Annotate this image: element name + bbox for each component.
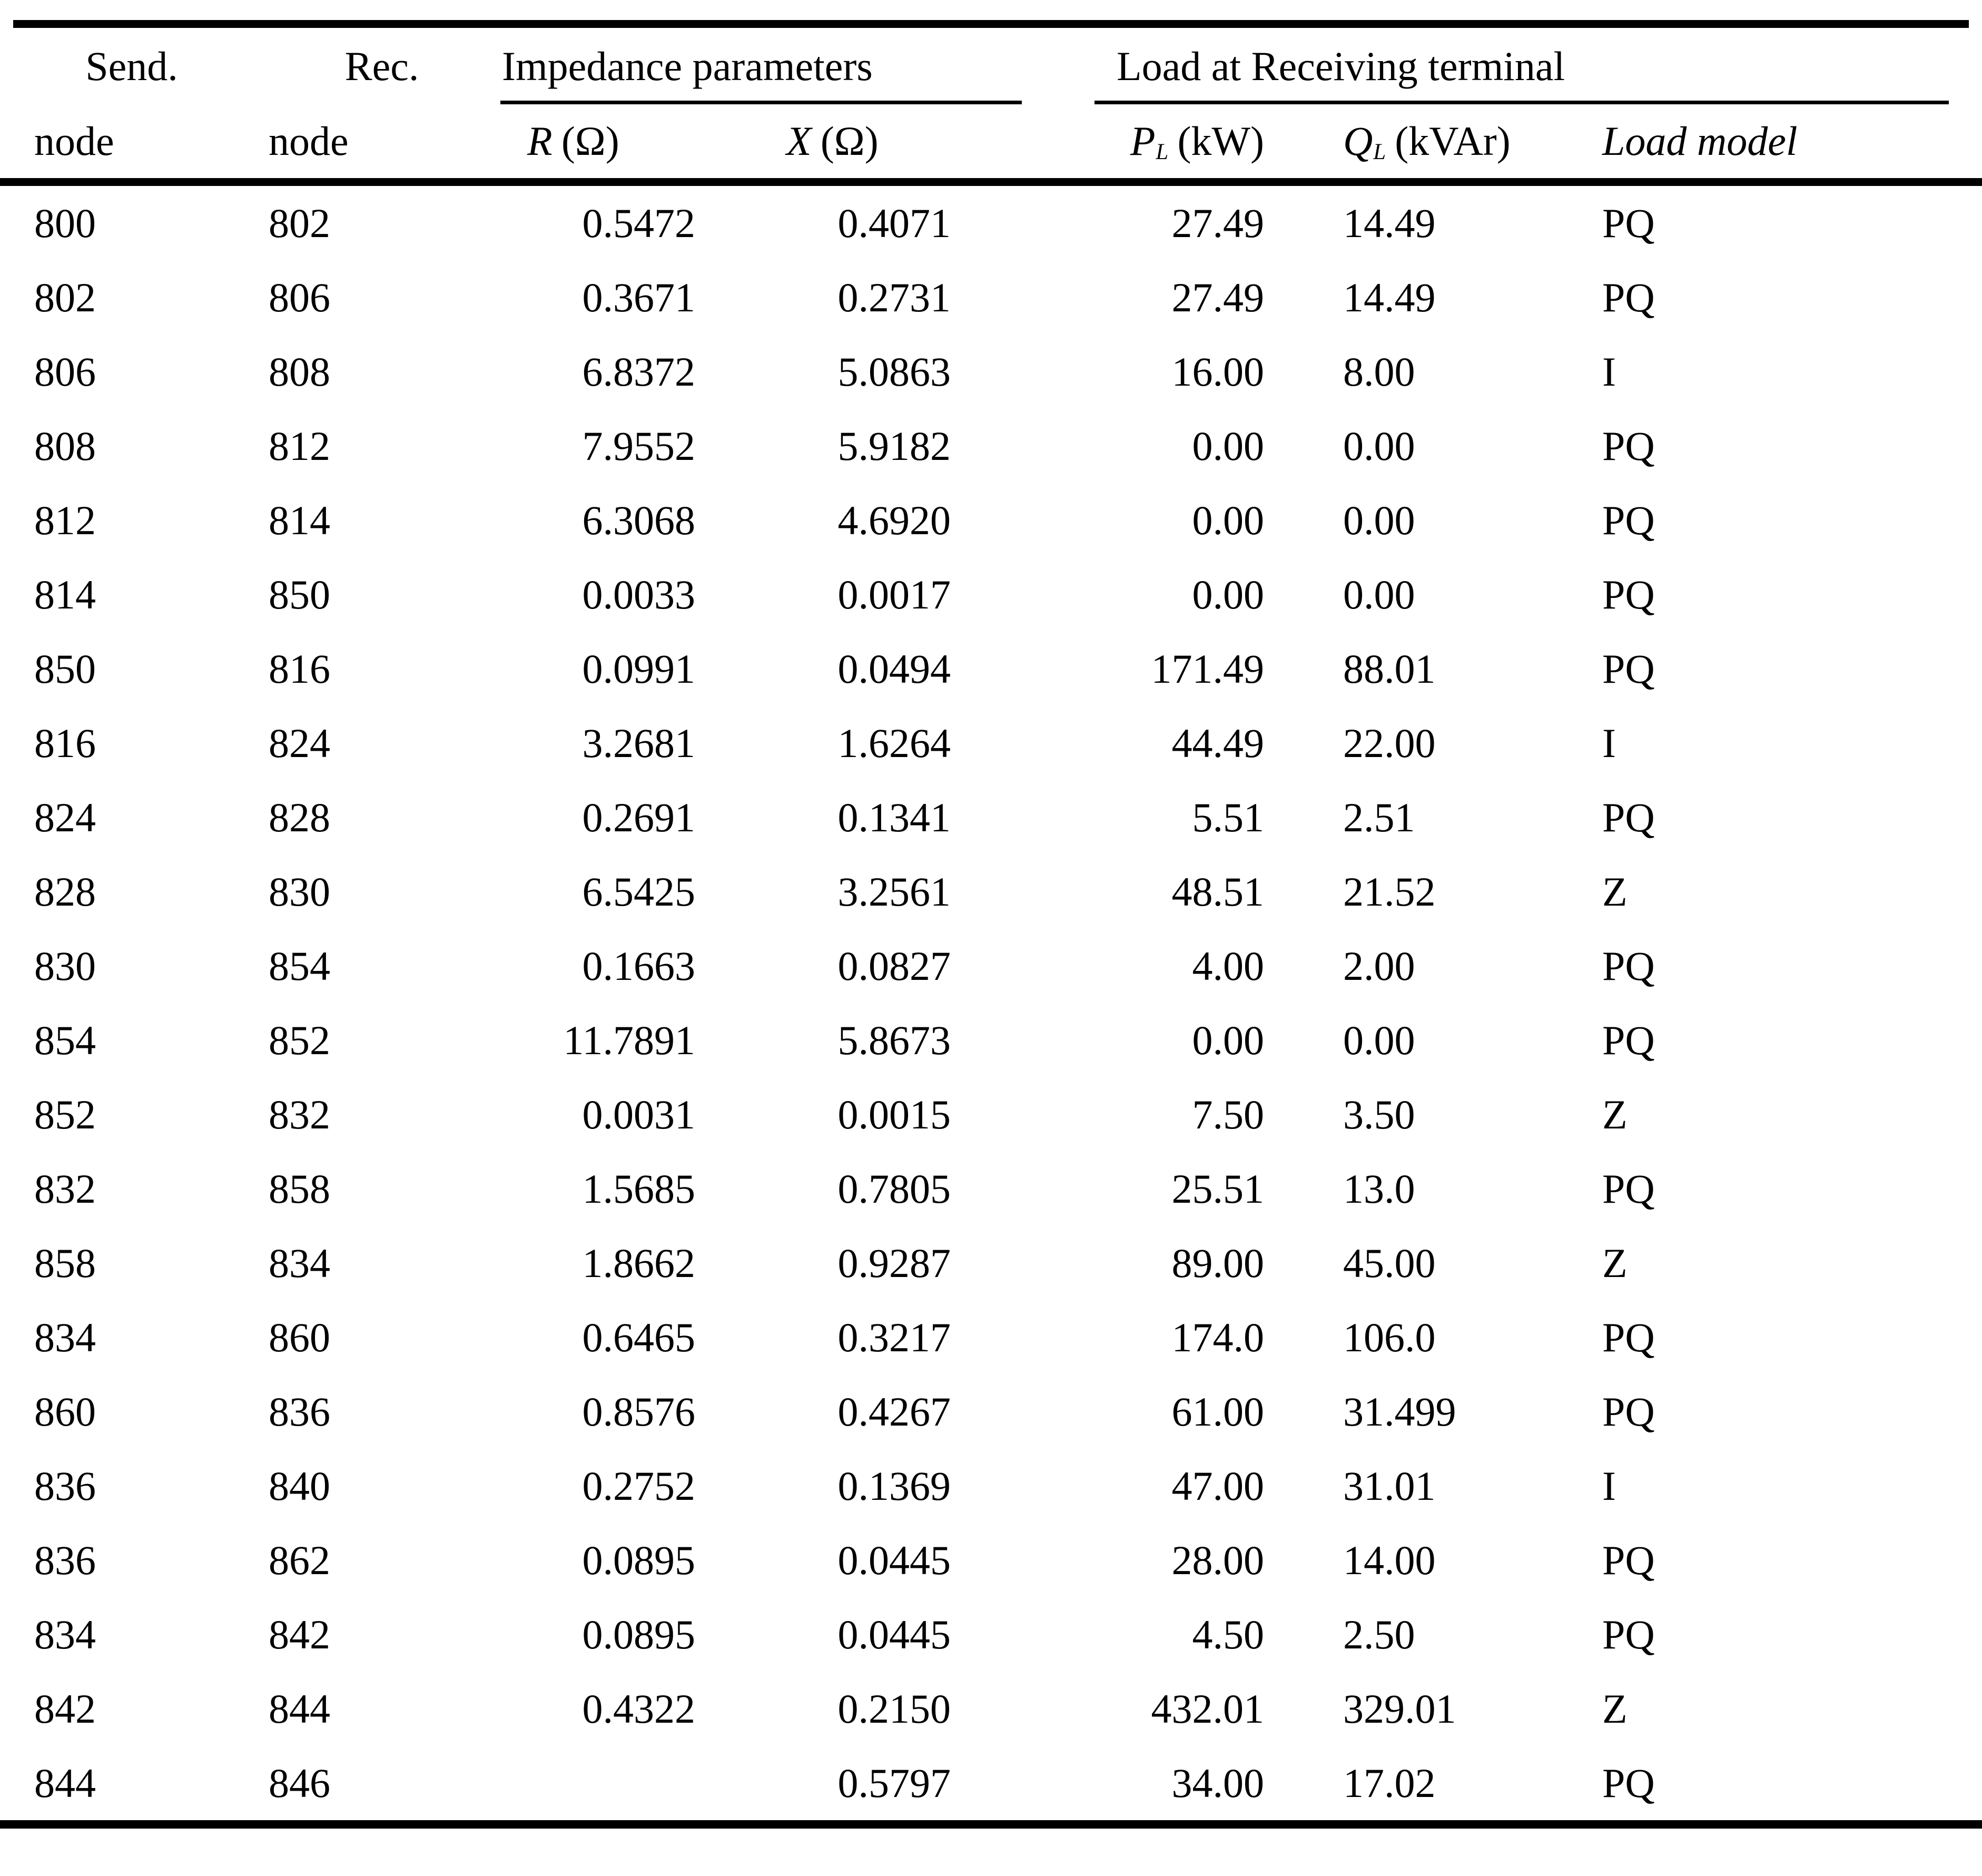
cell-load-model: PQ	[1602, 1537, 1655, 1583]
cell-resistance: 0.4322	[582, 1685, 695, 1732]
r-symbol: R	[527, 118, 553, 164]
cell-reactive-power: 0.00	[1343, 1017, 1415, 1063]
cell-send-node: 830	[34, 942, 96, 989]
cell-rec-node: 852	[269, 1017, 330, 1063]
cell-reactive-power: 88.01	[1343, 645, 1436, 692]
cell-load-model: I	[1602, 348, 1616, 395]
cell-reactive-power: 0.00	[1343, 571, 1415, 617]
cell-reactive-power: 14.49	[1343, 274, 1436, 320]
header-column-row	[0, 104, 1982, 182]
cell-send-node: 834	[34, 1611, 96, 1657]
table-top-rule	[13, 20, 1969, 28]
cell-resistance: 0.8576	[582, 1388, 695, 1435]
cell-resistance: 6.3068	[582, 497, 695, 543]
q-subscript: L	[1373, 139, 1386, 164]
table-row	[0, 1077, 1982, 1152]
cell-reactive-power: 45.00	[1343, 1240, 1436, 1286]
cell-resistance: 0.0895	[582, 1537, 695, 1583]
cell-load-model: PQ	[1602, 571, 1655, 617]
cell-reactive-power: 31.01	[1343, 1462, 1436, 1509]
cell-reactance: 5.8673	[837, 1017, 951, 1063]
cell-active-power: 4.50	[1192, 1611, 1265, 1657]
p-symbol: P	[1130, 118, 1156, 164]
cell-rec-node: 828	[269, 794, 330, 840]
cell-send-node: 844	[0, 1746, 263, 1824]
cell-rec-node: 830	[269, 868, 330, 915]
x-unit: (Ω)	[820, 118, 879, 164]
cell-send-node: 808	[34, 423, 96, 469]
table-row	[0, 1300, 1982, 1374]
cell-load-model: Z	[1602, 868, 1628, 915]
cell-active-power: 61.00	[1171, 1388, 1265, 1435]
cell-load-model: PQ	[1602, 942, 1655, 989]
cell-reactance: 0.3217	[837, 1314, 951, 1360]
table-row	[0, 483, 1982, 557]
cell-active-power: 27.49	[1171, 200, 1265, 246]
cell-active-power: 44.49	[1171, 720, 1265, 766]
cell-load-model: PQ	[1602, 1165, 1655, 1212]
cell-resistance: 0.5472	[582, 200, 695, 246]
table-row	[0, 1449, 1982, 1523]
cell-active-power: 27.49	[1171, 274, 1265, 320]
table-row	[0, 409, 1982, 483]
cell-resistance: 0.6465	[582, 1314, 695, 1360]
cell-rec-node: 846	[263, 1746, 500, 1824]
load-model-label: Load model	[1602, 118, 1798, 164]
header-active-power	[1080, 104, 1306, 182]
cell-reactive-power: 31.499	[1343, 1388, 1456, 1435]
cell-rec-node: 834	[269, 1240, 330, 1286]
cell-send-node: 814	[34, 571, 96, 617]
cell-active-power: 4.00	[1192, 942, 1265, 989]
cell-reactance: 0.0445	[837, 1611, 951, 1657]
cell-rec-node: 836	[269, 1388, 330, 1435]
cell-send-node: 836	[34, 1462, 96, 1509]
cell-active-power: 48.51	[1171, 868, 1265, 915]
cell-rec-node: 844	[269, 1685, 330, 1732]
cell-send-node: 824	[34, 794, 96, 840]
rec-node-label: node	[269, 118, 349, 164]
cell-send-node: 832	[34, 1165, 96, 1212]
cell-resistance: 1.8662	[582, 1240, 695, 1286]
cell-resistance: 11.7891	[563, 1017, 695, 1063]
cell-active-power: 171.49	[1151, 645, 1265, 692]
cell-send-node: 842	[34, 1685, 96, 1732]
cell-load-model: PQ	[1602, 497, 1655, 543]
cell-send-node: 852	[34, 1091, 96, 1137]
cell-reactance: 0.5797	[764, 1746, 1080, 1824]
table-row	[0, 854, 1982, 929]
cell-send-node: 800	[34, 200, 96, 246]
cell-reactance: 0.0017	[837, 571, 951, 617]
table-row	[0, 335, 1982, 409]
impedance-parameters-label: Impedance parameters	[502, 43, 873, 90]
cell-resistance: 7.9552	[582, 423, 695, 469]
cell-reactive-power: 14.00	[1343, 1537, 1436, 1583]
cell-active-power: 28.00	[1171, 1537, 1265, 1583]
cell-rec-node: 862	[269, 1537, 330, 1583]
table-row	[0, 557, 1982, 632]
table-row	[0, 780, 1982, 854]
cell-active-power: 0.00	[1192, 1017, 1265, 1063]
header-group-impedance	[500, 28, 1080, 104]
cell-reactive-power: 0.00	[1343, 423, 1415, 469]
p-unit: (kW)	[1177, 118, 1265, 164]
cell-reactance: 0.0827	[837, 942, 951, 989]
cell-load-model: PQ	[1602, 1314, 1655, 1360]
cell-reactance: 0.2731	[837, 274, 951, 320]
cell-reactive-power: 2.50	[1343, 1611, 1415, 1657]
table-row	[0, 1746, 1982, 1824]
cell-reactance: 0.2150	[837, 1685, 951, 1732]
cell-resistance: 0.1663	[582, 942, 695, 989]
cell-reactive-power: 22.00	[1343, 720, 1436, 766]
cell-resistance: 0.2752	[582, 1462, 695, 1509]
cell-resistance	[500, 1746, 764, 1824]
table-row	[0, 1374, 1982, 1449]
cell-reactance: 0.4267	[837, 1388, 951, 1435]
cell-load-model: PQ	[1602, 200, 1655, 246]
cell-reactive-power: 106.0	[1343, 1314, 1436, 1360]
cell-rec-node: 850	[269, 571, 330, 617]
load-at-receiving-terminal-label: Load at Receiving terminal	[1117, 43, 1565, 90]
cell-active-power: 0.00	[1192, 497, 1265, 543]
cell-load-model: I	[1602, 1462, 1616, 1509]
cell-send-node: 806	[34, 348, 96, 395]
header-send	[0, 28, 263, 104]
table-row	[0, 1003, 1982, 1077]
table-row	[0, 182, 1982, 261]
cell-rec-node: 802	[269, 200, 330, 246]
cell-resistance: 0.2691	[582, 794, 695, 840]
header-resistance	[500, 104, 764, 182]
header-rec	[263, 28, 500, 104]
cell-reactance: 0.1369	[837, 1462, 951, 1509]
cell-reactance: 1.6264	[837, 720, 951, 766]
p-subscript: L	[1156, 139, 1169, 164]
cell-active-power: 5.51	[1192, 794, 1265, 840]
cell-reactive-power: 8.00	[1343, 348, 1415, 395]
cell-load-model: PQ	[1602, 1611, 1655, 1657]
cell-rec-node: 806	[269, 274, 330, 320]
cell-load-model: Z	[1602, 1091, 1628, 1137]
cell-send-node: 812	[34, 497, 96, 543]
table-header	[0, 28, 1982, 182]
cell-resistance: 0.0031	[582, 1091, 695, 1137]
table-row	[0, 706, 1982, 780]
cell-load-model: PQ	[1602, 645, 1655, 692]
cell-active-power: 25.51	[1171, 1165, 1265, 1212]
cell-send-node: 802	[34, 274, 96, 320]
cell-active-power: 0.00	[1192, 423, 1265, 469]
cell-rec-node: 860	[269, 1314, 330, 1360]
cell-reactive-power: 2.51	[1343, 794, 1415, 840]
cell-send-node: 828	[34, 868, 96, 915]
rec-label: Rec.	[344, 43, 419, 90]
cell-rec-node: 824	[269, 720, 330, 766]
header-group-load	[1080, 28, 1982, 104]
q-symbol: Q	[1343, 118, 1373, 164]
cell-reactance: 3.2561	[837, 868, 951, 915]
line-data-table	[0, 28, 1982, 1829]
cell-resistance: 1.5685	[582, 1165, 695, 1212]
cell-rec-node: 808	[269, 348, 330, 395]
cell-reactive-power: 3.50	[1343, 1091, 1415, 1137]
cell-reactance: 0.0015	[837, 1091, 951, 1137]
cell-active-power: 16.00	[1171, 348, 1265, 395]
table-row	[0, 1523, 1982, 1597]
paper-table-page	[0, 20, 1982, 1829]
cell-active-power: 89.00	[1171, 1240, 1265, 1286]
table-row	[0, 929, 1982, 1003]
cell-rec-node: 858	[269, 1165, 330, 1212]
cell-active-power: 47.00	[1171, 1462, 1265, 1509]
cell-active-power: 174.0	[1171, 1314, 1265, 1360]
header-group-row	[0, 28, 1982, 104]
impedance-group-underline	[500, 44, 1022, 104]
send-label: Send.	[85, 43, 178, 90]
cell-resistance: 0.3671	[582, 274, 695, 320]
cell-active-power: 432.01	[1151, 1685, 1265, 1732]
cell-send-node: 816	[34, 720, 96, 766]
cell-send-node: 836	[34, 1537, 96, 1583]
cell-rec-node: 854	[269, 942, 330, 989]
cell-send-node: 860	[34, 1388, 96, 1435]
cell-reactance: 0.1341	[837, 794, 951, 840]
header-reactive-power	[1306, 104, 1601, 182]
table-row	[0, 1226, 1982, 1300]
table-row	[0, 632, 1982, 706]
cell-rec-node: 814	[269, 497, 330, 543]
cell-reactance: 5.0863	[837, 348, 951, 395]
cell-rec-node: 812	[269, 423, 330, 469]
cell-rec-node: 832	[269, 1091, 330, 1137]
cell-rec-node: 842	[269, 1611, 330, 1657]
cell-resistance: 0.0895	[582, 1611, 695, 1657]
r-unit: (Ω)	[561, 118, 619, 164]
cell-load-model: PQ	[1601, 1746, 1982, 1824]
cell-reactive-power: 17.02	[1306, 1746, 1601, 1824]
cell-send-node: 834	[34, 1314, 96, 1360]
cell-resistance: 6.8372	[582, 348, 695, 395]
cell-load-model: PQ	[1602, 1017, 1655, 1063]
cell-reactance: 0.4071	[837, 200, 951, 246]
cell-reactive-power: 2.00	[1343, 942, 1415, 989]
cell-resistance: 6.5425	[582, 868, 695, 915]
q-unit: (kVAr)	[1395, 118, 1511, 164]
cell-active-power: 34.00	[1080, 1746, 1306, 1824]
header-reactance	[764, 104, 1080, 182]
cell-resistance: 0.0991	[582, 645, 695, 692]
cell-load-model: I	[1602, 720, 1616, 766]
table-row	[0, 1597, 1982, 1672]
cell-resistance: 3.2681	[582, 720, 695, 766]
header-send-node	[0, 104, 263, 182]
cell-reactance: 0.9287	[837, 1240, 951, 1286]
cell-load-model: Z	[1602, 1240, 1628, 1286]
table-body	[0, 182, 1982, 1825]
cell-load-model: Z	[1602, 1685, 1628, 1732]
header-rec-node	[263, 104, 500, 182]
cell-reactance: 0.0445	[837, 1537, 951, 1583]
table-row	[0, 1152, 1982, 1226]
cell-send-node: 858	[34, 1240, 96, 1286]
x-symbol: X	[786, 118, 812, 164]
cell-load-model: PQ	[1602, 1388, 1655, 1435]
cell-reactance: 0.7805	[837, 1165, 951, 1212]
cell-active-power: 0.00	[1192, 571, 1265, 617]
load-group-underline	[1094, 44, 1949, 104]
cell-load-model: PQ	[1602, 423, 1655, 469]
cell-reactive-power: 329.01	[1343, 1685, 1456, 1732]
cell-load-model: PQ	[1602, 274, 1655, 320]
cell-reactive-power: 14.49	[1343, 200, 1436, 246]
cell-reactive-power: 21.52	[1343, 868, 1436, 915]
cell-rec-node: 840	[269, 1462, 330, 1509]
cell-reactance: 5.9182	[837, 423, 951, 469]
cell-reactive-power: 13.0	[1343, 1165, 1415, 1212]
cell-load-model: PQ	[1602, 794, 1655, 840]
cell-rec-node: 816	[269, 645, 330, 692]
cell-active-power: 7.50	[1192, 1091, 1265, 1137]
table-row	[0, 1672, 1982, 1746]
cell-reactance: 0.0494	[837, 645, 951, 692]
header-load-model	[1601, 104, 1982, 182]
cell-resistance: 0.0033	[582, 571, 695, 617]
cell-send-node: 854	[34, 1017, 96, 1063]
send-node-label: node	[34, 118, 114, 164]
cell-reactance: 4.6920	[837, 497, 951, 543]
cell-reactive-power: 0.00	[1343, 497, 1415, 543]
table-row	[0, 260, 1982, 335]
cell-send-node: 850	[34, 645, 96, 692]
